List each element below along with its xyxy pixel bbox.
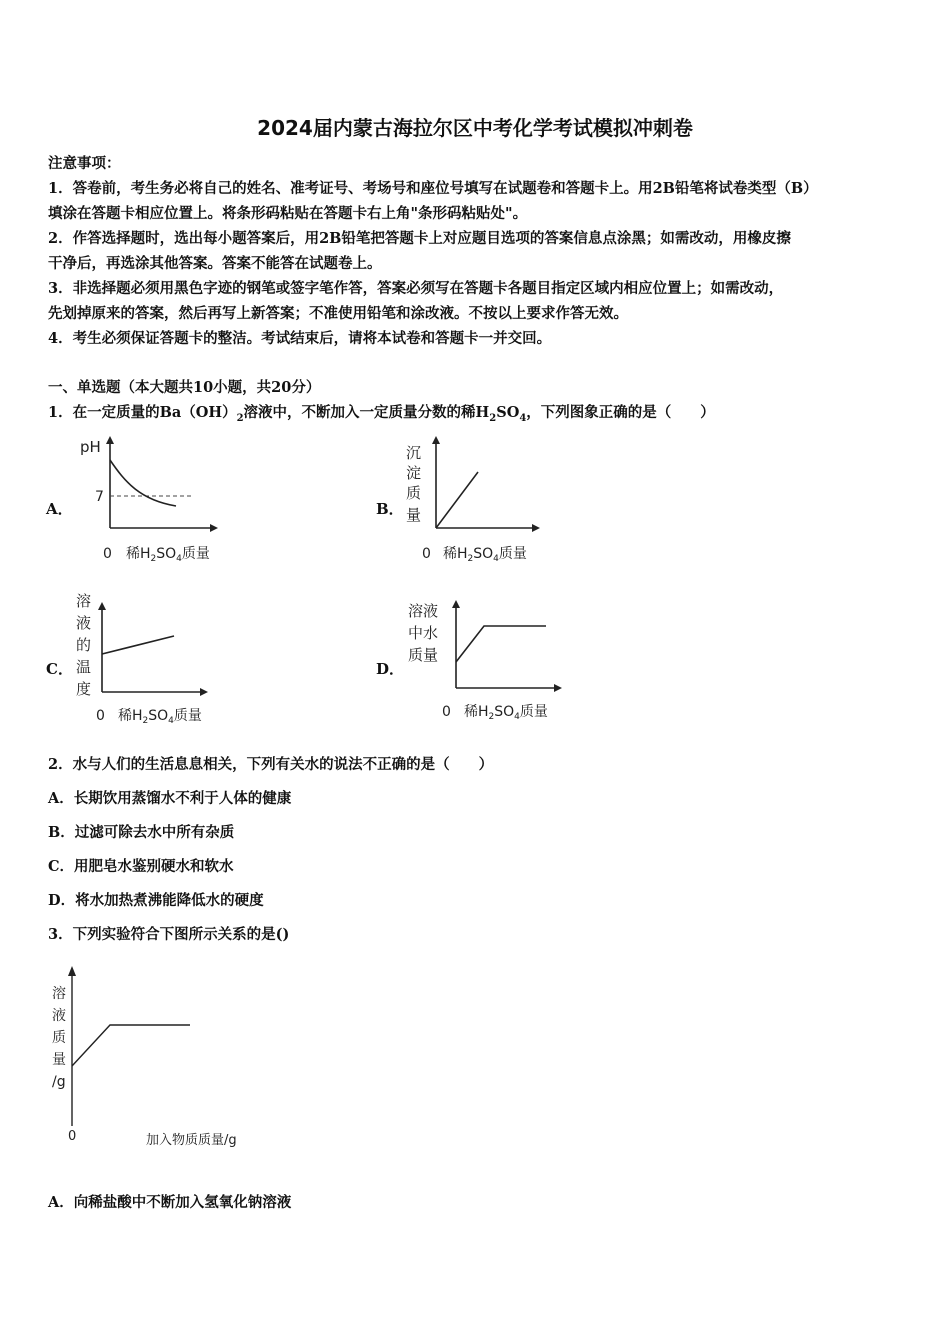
xlabel-sub: 4 bbox=[168, 716, 174, 726]
graph-a-ref-label: 7 bbox=[95, 489, 104, 505]
q1-sub: 4 bbox=[519, 412, 527, 424]
xlabel-part: 质量 bbox=[498, 546, 527, 562]
question-2-option-a: A．长期饮用蒸馏水不利于人体的健康 bbox=[48, 790, 292, 807]
question-2-stem: 2．水与人们的生活息息相关，下列有关水的说法不正确的是（ ） bbox=[48, 756, 494, 773]
y-axis-arrow bbox=[432, 436, 440, 444]
x-axis-arrow bbox=[210, 524, 218, 532]
y-axis-arrow bbox=[106, 436, 114, 444]
graph-d bbox=[400, 592, 580, 728]
xlabel-part: SO bbox=[473, 546, 494, 562]
graph-b-ylabel-1: 沉 bbox=[406, 444, 422, 462]
q1-text-part: SO bbox=[496, 404, 520, 421]
xlabel-sub: 4 bbox=[176, 554, 182, 564]
graph-b-ylabel-2: 淀 bbox=[406, 464, 422, 482]
graph-b-xlabel bbox=[443, 546, 527, 564]
y-axis-arrow bbox=[68, 966, 76, 976]
xlabel-part: 稀H bbox=[464, 704, 489, 720]
graph-a-origin: 0 bbox=[103, 546, 112, 562]
notice-line-6: 先划掉原来的答案，然后再写上新答案；不准使用铅笔和涂改液。不按以上要求作答无效。 bbox=[48, 305, 628, 322]
graph-c-origin: 0 bbox=[96, 708, 105, 724]
question-1-stem bbox=[48, 401, 715, 424]
x-axis-arrow bbox=[532, 524, 540, 532]
q1-option-d-label: D． bbox=[376, 660, 405, 678]
graph-a-ylabel: pH bbox=[80, 438, 101, 456]
graph-a-xlabel bbox=[126, 546, 210, 564]
y-axis-arrow bbox=[98, 602, 106, 610]
question-2-option-b: B．过滤可除去水中所有杂质 bbox=[48, 824, 235, 841]
x-axis-arrow bbox=[554, 684, 562, 692]
xlabel-sub: 2 bbox=[142, 716, 149, 726]
graph-c-ylabel-1: 溶 bbox=[76, 592, 92, 610]
graph-q3-ylabel-5: /g bbox=[52, 1074, 66, 1090]
graph-c bbox=[70, 588, 230, 728]
question-2-option-c: C．用肥皂水鉴别硬水和软水 bbox=[48, 858, 234, 875]
question-2-option-d: D．将水加热煮沸能降低水的硬度 bbox=[48, 892, 264, 909]
xlabel-part: 稀H bbox=[126, 546, 151, 562]
notice-line-3: 2．作答选择题时，选出每小题答案后，用2B铅笔把答题卡上对应题目选项的答案信息点涂黑；如需改动，用橡皮擦 bbox=[48, 230, 791, 247]
question-3-option-a: A．向稀盐酸中不断加入氢氧化钠溶液 bbox=[48, 1194, 292, 1211]
q1-option-a-label: A． bbox=[46, 500, 73, 518]
graph-b-origin: 0 bbox=[422, 546, 431, 562]
xlabel-sub: 4 bbox=[514, 712, 520, 722]
graph-d-xlabel bbox=[464, 704, 548, 722]
graph-b-ylabel-3: 质 bbox=[406, 484, 422, 502]
xlabel-part: SO bbox=[148, 708, 169, 724]
xlabel-sub: 4 bbox=[493, 554, 499, 564]
section-heading: 一、单选题（本大题共10小题，共20分） bbox=[48, 379, 321, 396]
xlabel-sub: 2 bbox=[150, 554, 157, 564]
graph-c-ylabel-5: 度 bbox=[76, 680, 92, 698]
xlabel-part: SO bbox=[156, 546, 177, 562]
graph-c-xlabel bbox=[118, 708, 202, 726]
xlabel-part: 质量 bbox=[181, 546, 210, 562]
xlabel-part: 稀H bbox=[118, 708, 143, 724]
xlabel-part: 质量 bbox=[173, 708, 202, 724]
notice-heading: 注意事项： bbox=[48, 155, 121, 172]
graph-c-ylabel-4: 温 bbox=[76, 658, 92, 676]
q1-option-c-label: C． bbox=[46, 660, 73, 678]
water-mass-line bbox=[456, 626, 546, 662]
graph-d-ylabel-3: 质量 bbox=[408, 646, 439, 664]
xlabel-part: SO bbox=[494, 704, 515, 720]
graph-d-origin: 0 bbox=[442, 704, 451, 720]
graph-q3 bbox=[46, 960, 266, 1150]
q1-text-part: ，下列图象正确的是（ ） bbox=[526, 404, 715, 421]
notice-line-1: 1．答卷前，考生务必将自己的姓名、准考证号、考场号和座位号填写在试题卷和答题卡上。用2B铅笔将试卷类型（B） bbox=[48, 180, 818, 197]
xlabel-sub: 2 bbox=[467, 554, 474, 564]
notice-line-4: 干净后，再选涂其他答案。答案不能答在试题卷上。 bbox=[48, 255, 382, 272]
graph-c-ylabel-3: 的 bbox=[76, 636, 92, 654]
ph-curve bbox=[110, 460, 176, 506]
notice-line-2: 填涂在答题卡相应位置上。将条形码粘贴在答题卡右上角"条形码粘贴处"。 bbox=[48, 205, 528, 222]
xlabel-sub: 2 bbox=[488, 712, 495, 722]
q1-sub: 2 bbox=[489, 412, 497, 424]
notice-line-7: 4．考生必须保证答题卡的整洁。考试结束后，请将本试卷和答题卡一并交回。 bbox=[48, 330, 552, 347]
graph-b-ylabel-4: 量 bbox=[406, 506, 422, 524]
graph-q3-origin: 0 bbox=[68, 1129, 77, 1144]
x-axis-arrow bbox=[200, 688, 208, 696]
notice-line-5: 3．非选择题必须用黑色字迹的钢笔或签字笔作答，答案必须写在答题卡各题目指定区域内相应位置上；如需改动， bbox=[48, 280, 784, 297]
graph-c-ylabel-2: 液 bbox=[76, 614, 92, 632]
graph-d-ylabel-1: 溶液 bbox=[408, 602, 439, 620]
question-3-stem: 3．下列实验符合下图所示关系的是() bbox=[48, 926, 290, 943]
temperature-line bbox=[102, 636, 174, 654]
precipitate-line bbox=[436, 472, 478, 528]
solution-mass-line bbox=[72, 1025, 190, 1066]
y-axis-arrow bbox=[452, 600, 460, 608]
graph-d-ylabel-2: 中水 bbox=[408, 624, 439, 642]
page-title: 2024届内蒙古海拉尔区中考化学考试模拟冲刺卷 bbox=[257, 116, 693, 140]
q1-text-part: 1．在一定质量的Ba（OH） bbox=[48, 404, 237, 421]
graph-q3-ylabel-3: 质 bbox=[52, 1030, 66, 1046]
graph-q3-ylabel-1: 溶 bbox=[52, 986, 66, 1002]
q1-option-b-label: B． bbox=[376, 500, 404, 518]
xlabel-part: 质量 bbox=[519, 704, 548, 720]
q1-sub: 2 bbox=[236, 412, 244, 424]
graph-a bbox=[70, 430, 240, 570]
xlabel-part: 稀H bbox=[443, 546, 468, 562]
graph-q3-ylabel-2: 液 bbox=[52, 1008, 66, 1024]
graph-b bbox=[400, 430, 560, 570]
q1-text-part: 溶液中，不断加入一定质量分数的稀H bbox=[243, 404, 490, 421]
graph-q3-ylabel-4: 量 bbox=[52, 1052, 66, 1068]
graph-q3-xlabel: 加入物质质量/g bbox=[146, 1133, 237, 1148]
